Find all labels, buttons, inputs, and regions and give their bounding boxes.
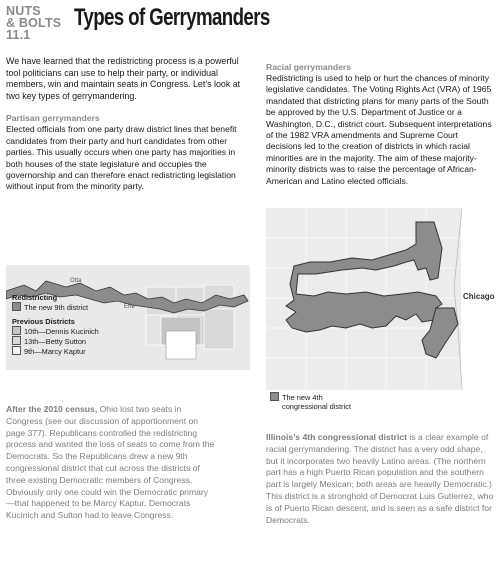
legend-previous-title: Previous Districts [12, 317, 75, 326]
page-title: Types of Gerrymanders [74, 4, 270, 31]
legend-prev-9th: 9th—Marcy Kaptur [12, 346, 99, 356]
ohio-district-map [6, 265, 250, 370]
ohio-label-ottawa: Otta [70, 278, 82, 284]
ohio-map-legend [12, 293, 99, 356]
nuts-and-bolts-badge [6, 5, 66, 41]
badge-line-2: & BOLTS [6, 16, 62, 30]
racial-heading: Racial gerrymanders [266, 62, 352, 72]
ohio-caption [6, 404, 216, 522]
chicago-map-legend [270, 392, 351, 411]
ohio-label-erie: Erie [124, 304, 135, 310]
chicago-city-label: Chicago [463, 292, 495, 301]
new-4th-district-shape [286, 222, 442, 332]
partisan-body: Elected officials from one party draw district lines that benefit candidates from their party and hurt candidates from other parties. This usually occurs when one party has majorities in both houses of the state legislature and occupies the governorship and can therefore enact redistricting legislation without input from the minority party. [6, 124, 237, 192]
legend-4th-line1: The new 4th [282, 393, 323, 402]
illinois-caption [266, 432, 494, 526]
left-column [6, 56, 252, 193]
badge-line-1: NUTS [6, 4, 41, 18]
prev-13th-swatch [12, 336, 21, 345]
legend-prev-10th: 10th—Dennis Kucinich [12, 326, 99, 336]
prev-9th-swatch [12, 346, 21, 355]
district-13th-area [204, 309, 234, 349]
legend-new-9th: The new 9th district [12, 302, 99, 312]
racial-body: Redistricting is used to help or hurt the chances of minority legislative candidates. The Voting Rights Act (VRA) of 1965 mandated that districting plans for many parts of the South be approved by the U.S. Department of Justice or a Washington, D.C., district court. Subsequent interpretations of the 1982 VRA amendments and Supreme Court decisions led to the creation of districts in which racial minorities are in the majority. The aim of these majority-minority districts was to raise the percentage of African-American and Latino elected officials. [266, 73, 492, 186]
partisan-heading: Partisan gerrymanders [6, 113, 100, 124]
legend-prev-13th: 13th—Betty Sutton [12, 336, 99, 346]
ohio-caption-lead: After the 2010 census, [6, 404, 98, 414]
new-4th-swatch [270, 392, 279, 401]
legend-4th-line2: congressional district [282, 402, 352, 411]
right-column [266, 62, 494, 187]
ohio-caption-body: Ohio lost two seats in Congress (see our discussion of apportionment on page 377). Republicans controlled the redistricting process and wanted the loss of seats to come from the Democrats. So the Republicans drew a new 9th congressional district that cut across the districts of three existing Democratic members of Congress. Obviously only one could win the Democratic primary—that happened to be Marcy Kaptur. Democrats Kucinich and Sutton had to leave Congress. [6, 404, 215, 521]
badge-line-3: 11.1 [6, 28, 31, 42]
chicago-map-graphic [266, 208, 494, 390]
illinois-caption-body: is a clear example of racial gerrymandering. The district has a very odd shape, but it incorporates two heavily Latino areas. (The northern part has a high Puerto Rican population and the southern part is largely Mexican; both areas are heavily Democratic.) This district is a stronghold of Democrat Luis Gutierrez, who is of Puerto Rican descent, and is seen as a safe district for Democrats. [266, 432, 494, 525]
illinois-caption-lead: Illinois’s 4th congressional district [266, 432, 408, 442]
legend-redistricting-title: Redistricting [12, 293, 58, 302]
chicago-district-map [266, 208, 494, 390]
new-district-swatch [12, 302, 21, 311]
intro-paragraph: We have learned that the redistricting process is a powerful tool politicians can use to help their party, or individual members, win and maintain seats in Congress. Let’s look at two key types of gerrymandering. [6, 56, 241, 101]
prev-10th-swatch [12, 326, 21, 335]
